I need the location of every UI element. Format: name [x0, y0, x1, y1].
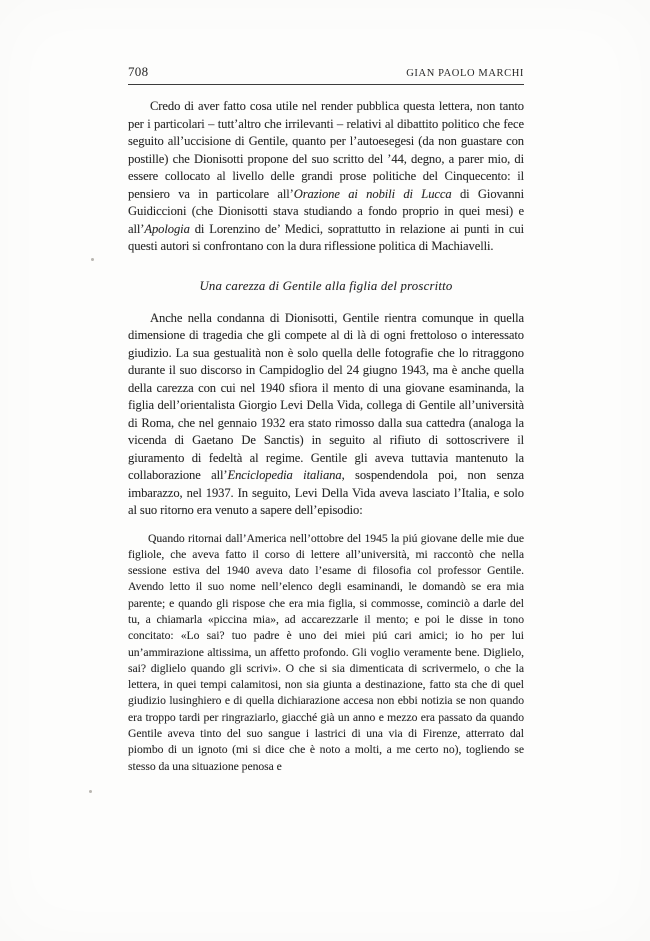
paragraph-intro	[128, 98, 524, 256]
text-column	[128, 64, 524, 775]
text-run: di Lorenzino de’ Medici, soprattutto in relazione ai punti in cui questi autori si confrontano con la dura riflessione politica di Machiavelli.	[128, 221, 524, 253]
page-number: 708	[128, 64, 149, 79]
text-run: , sospendendola poi, non senza imbarazzo, nel 1937. In seguito, Levi Della Vida aveva lasciato l’Italia, e solo al suo ritorno era venuto a sapere dell’episodio:	[128, 468, 524, 517]
scan-speck	[89, 790, 92, 793]
scan-speck	[91, 258, 94, 261]
italic-work-title: Apologia	[144, 221, 190, 236]
text-run: di Giovanni Guidiccioni (che Dionisotti stava studiando a fondo proprio in quei mesi) e all’	[128, 186, 525, 236]
page-header	[128, 64, 524, 84]
text-run: Credo di aver fatto cosa utile nel render pubblica questa lettera, non tanto per i particolari – tutt’altro che irrilevanti – relativi al dibattito politico che fece seguito all’uccisione di Gentile, quanto per l’autoesegesi (da non guastare con postille) che Dionisotti propone del suo scritto del ’44, degno, a parer mio, di essere collocato al livello delle grandi prose politiche del Cinquecento: il pensiero va in particolare all’	[128, 99, 524, 201]
italic-work-title: Enciclopedia italiana	[227, 468, 342, 482]
text-run: Anche nella condanna di Dionisotti, Gentile rientra comunque in quella dimensione di tragedia che gli compete al di là di ogni frettoloso o interessato giudizio. La sua gestualità non è solo quella delle fotografie che lo ritraggono durante il suo discorso in Campidoglio del 24 giugno 1943, ma è anche quella della carezza con cui nel 1940 sfiora il mento di una giovane esaminanda, la figlia dell’orientalista Giorgio Levi Della Vida, collega di Gentile all’università di Roma, che nel gennaio 1932 era stato rimosso dalla sua cattedra (analoga la vicenda di Gaetano De Sanctis) in seguito al rifiuto di sottoscrivere il giuramento di fedeltà al regime. Gentile gli aveva tuttavia mantenuto la collaborazione all’	[128, 310, 524, 482]
running-header-author: GIAN PAOLO MARCHI	[406, 68, 524, 79]
levi-della-vida-quote: Quando ritornai dall’America nell’ottobre del 1945 la piú giovane delle mie due figliole, che aveva fatto il corso di lettere all’università, mi raccontò che nella sessione estiva del 1940 aveva dato l’esame di filosofia col professor Gentile. Avendo letto il suo nome nell’elenco degli esaminandi, le domandò se era mia parente; e quando gli rispose che era mia figlia, si commosse, cominciò a darle del tu, a chiamarla «piccina mia», ad accarezzarle il mento; e poi le disse in tono concitato: «Lo sai? tuo padre è uno dei miei piú cari amici; io ho per lui un’ammirazione altissima, un affetto profondo. Gli voglio veramente bene. Diglielo, sai? diglielo quando gli scrivi». O che si sia dimenticata di scrivermelo, o che la lettera, in quei tempi calamitosi, non sia giunta a destinazione, fatto sta che di quel giudizio lusinghiero e di quella dichiarazione accesa non ebbi notizia se non quando era troppo tardi per ringraziarlo, giacché già un anno e mezzo era passato da quando Gentile aveva tinto del suo sangue i lastrici di una via di Firenze, atterrato dal piombo di un ignoto (mi si dice che è noto a molti, a me certo no), togliendo se stesso da una situazione penosa e	[128, 531, 524, 773]
italic-work-title: Orazione ai nobili di Lucca	[293, 186, 452, 201]
paragraph-context	[128, 310, 524, 520]
section-heading: Una carezza di Gentile alla figlia del proscritto	[199, 278, 453, 293]
header-rule	[128, 84, 524, 85]
